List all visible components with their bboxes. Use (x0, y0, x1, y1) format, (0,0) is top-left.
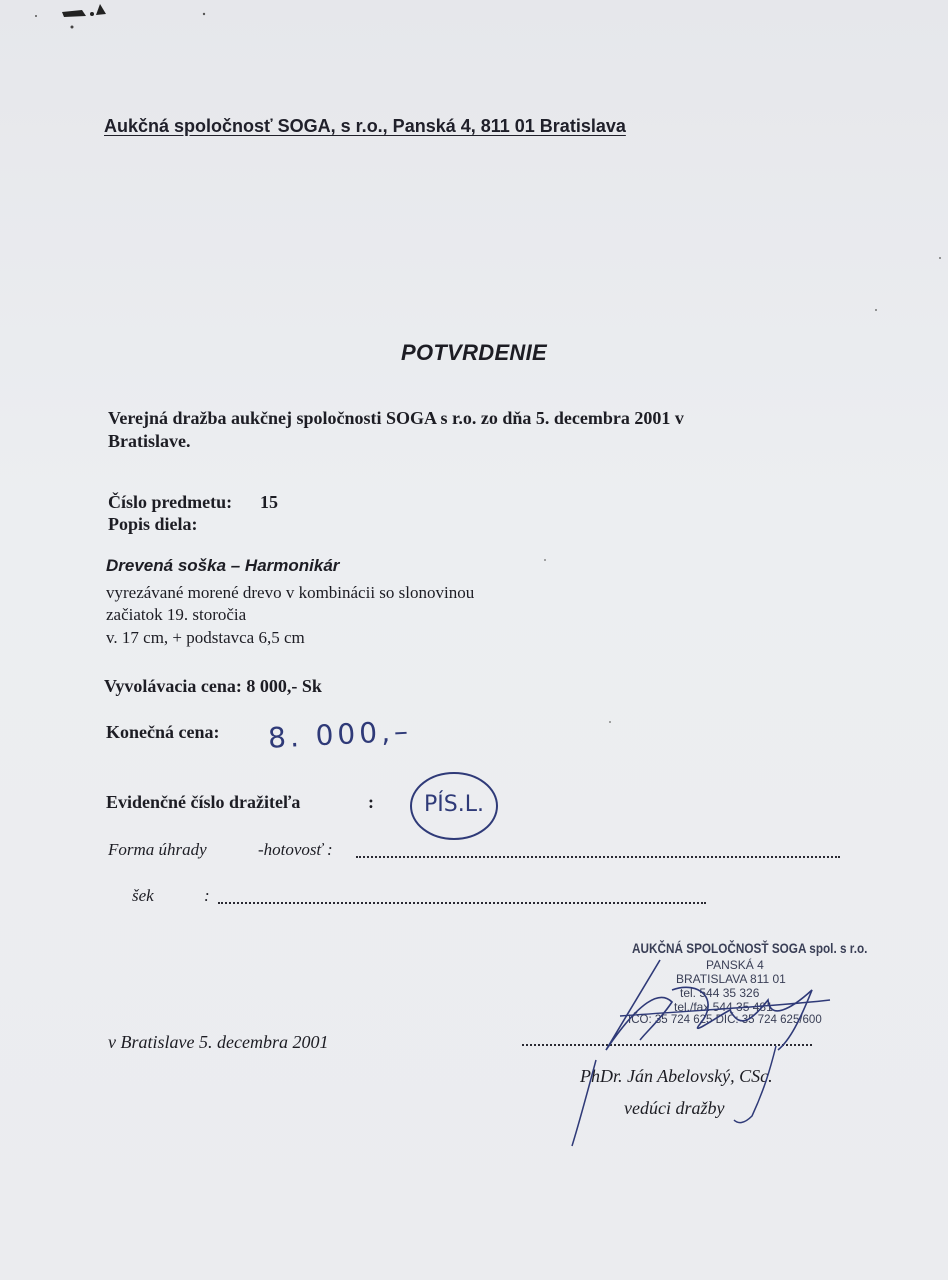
item-number-value: 15 (260, 492, 278, 512)
item-description-3: v. 17 cm, + podstavca 6,5 cm (106, 628, 305, 647)
payment-cash-label: -hotovosť : (258, 840, 333, 859)
document-title: POTVRDENIE (400, 340, 548, 365)
item-name: Drevená soška – Harmonikár (106, 556, 340, 575)
signatory-name: PhDr. Ján Abelovský, CSc. (580, 1066, 773, 1086)
stamp-line-5: IČO: 35 724 625 DIČ: 35 724 625/600 (628, 1014, 822, 1026)
final-price-label: Konečná cena: (106, 722, 220, 742)
item-number-label: Číslo predmetu: (108, 492, 233, 512)
intro-line-2: Bratislave. (108, 431, 191, 451)
signatory-role: vedúci dražby (624, 1098, 725, 1118)
stamp-line-2: BRATISLAVA 811 01 (676, 972, 786, 986)
bidder-number-colon: : (368, 792, 374, 812)
stamp-line-3: tel. 544 35 326 (680, 986, 760, 1000)
item-description-label: Popis diela: (108, 514, 198, 534)
stamp-company: AUKČNÁ SPOLOČNOSŤ SOGA spol. s r.o. (632, 940, 868, 956)
place-and-date: v Bratislave 5. decembra 2001 (108, 1032, 329, 1052)
bidder-number-label: Evidenčné číslo dražiteľa (106, 792, 301, 812)
stamp-line-1: PANSKÁ 4 (706, 958, 764, 972)
intro-line-1: Verejná dražba aukčnej spoločnosti SOGA s r.o. zo dňa 5. decembra 2001 v (108, 408, 684, 428)
final-price-handwritten: 8. 000,– (267, 714, 413, 755)
payment-check-colon: : (204, 886, 210, 905)
stamp-line-4: tel./fax 544 35 481 (674, 1000, 773, 1014)
item-description-1: vyrezávané morené drevo v kombinácii so slonovinou (106, 583, 475, 602)
bidder-number-handwritten: PÍS.L. (424, 792, 484, 817)
start-price: Vyvolávacia cena: 8 000,- Sk (104, 676, 322, 696)
company-header: Aukčná spoločnosť SOGA, s r.o., Panská 4, 811 01 Bratislava (104, 116, 626, 136)
payment-label: Forma úhrady (108, 840, 207, 859)
item-description-2: začiatok 19. storočia (106, 605, 247, 624)
payment-check-label: šek (132, 886, 154, 905)
